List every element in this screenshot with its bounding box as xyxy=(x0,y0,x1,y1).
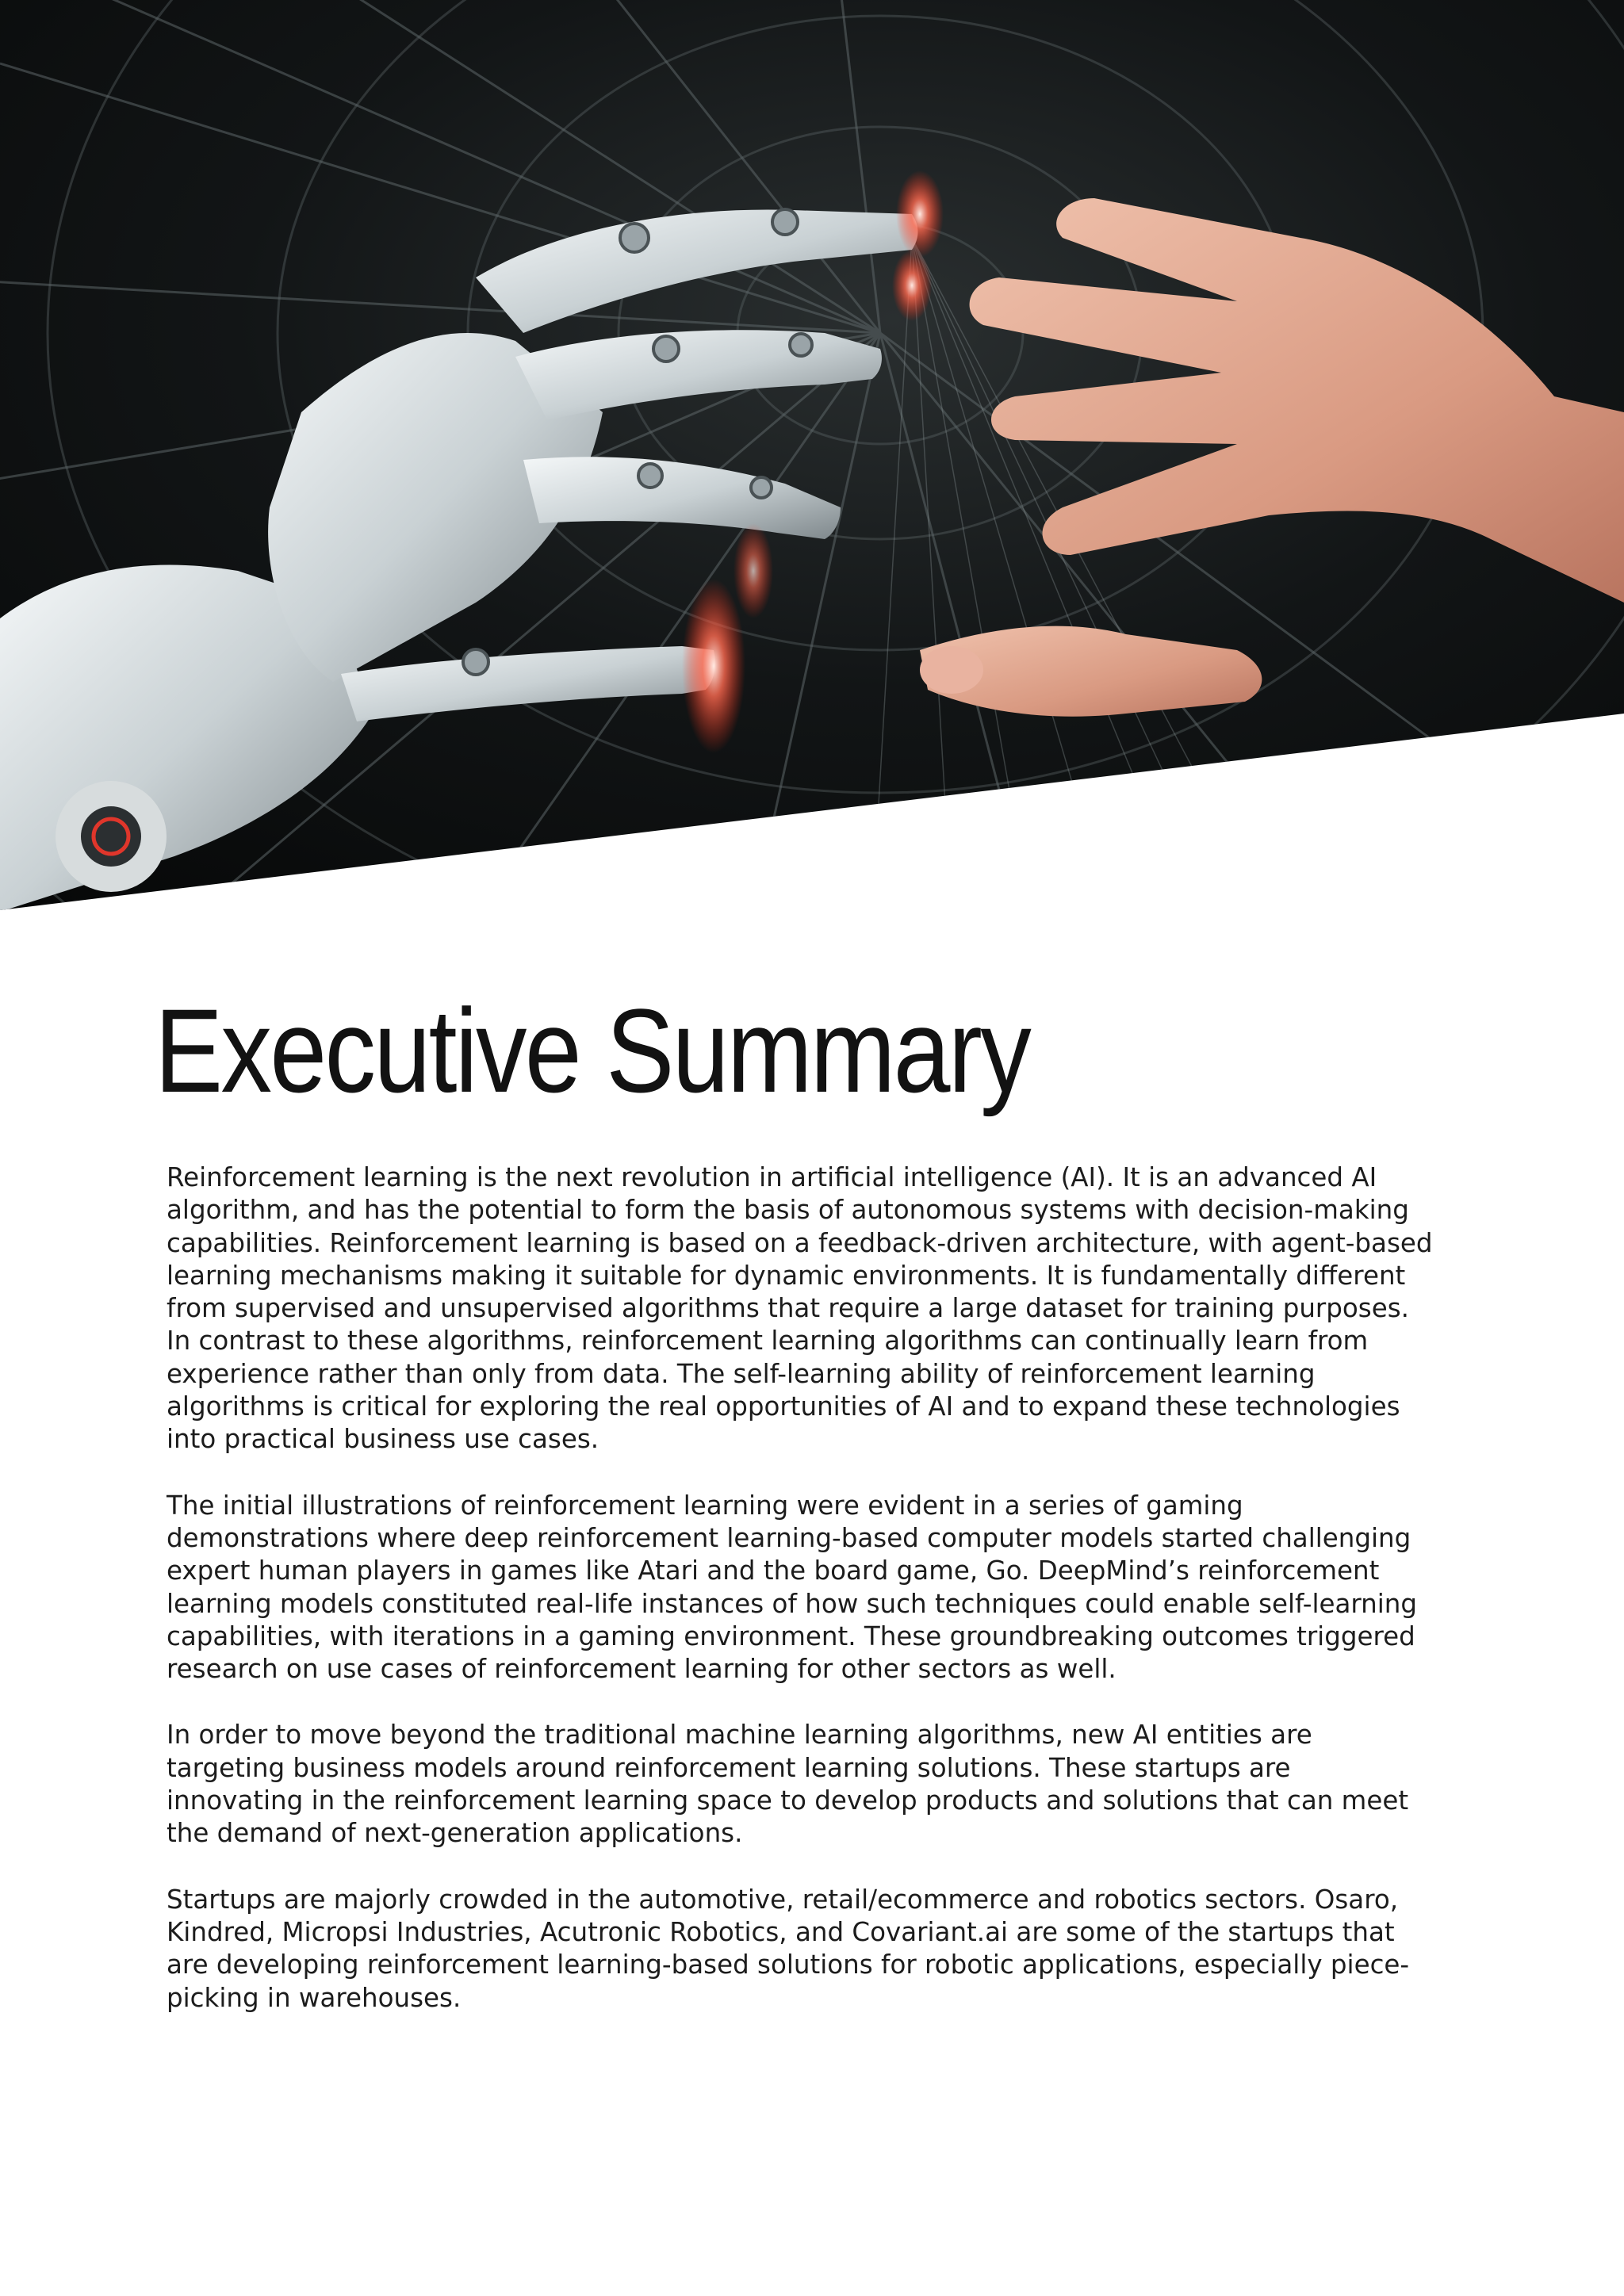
paragraph: Reinforcement learning is the next revolution in artificial intelligence (AI). It is an advanced AI algorithm, and has the potential to form the basis of autonomous systems with decision-making capabilities. Reinforcement learning is based on a feedback-driven architecture, with agent-based learning mechanisms making it suitable for dynamic environments. It is fundamentally different from supervised and unsupervised algorithms that require a large dataset for training purposes. In contrast to these algorithms, reinforcement learning algorithms can continually learn from experience rather than only from data. The self-learning ability of reinforcement learning algorithms is critical for exploring the real opportunities of AI and to expand these technologies into practical business use cases. xyxy=(167,1162,1433,1455)
robot-and-human-hands-icon xyxy=(0,0,1624,912)
paragraph: The initial illustrations of reinforcement learning were evident in a series of gaming demonstrations where deep reinforcement learning-based computer models started challenging expert human players in games like Atari and the board game, Go. DeepMind’s reinforcement learning models constituted real-life instances of how such techniques could enable self-learning capabilities, with iterations in a gaming environment. These groundbreaking outcomes triggered research on use cases of reinforcement learning for other sectors as well. xyxy=(167,1490,1418,1685)
paragraph: In order to move beyond the traditional machine learning algorithms, new AI entities are targeting business models around reinforcement learning solutions. These startups are innovating in the reinforcement learning space to develop products and solutions that can meet the demand of next-generation applications. xyxy=(167,1720,1409,1849)
body-text xyxy=(167,1161,1435,2048)
hero-image xyxy=(0,0,1624,912)
page-title: Executive Summary xyxy=(155,984,1030,1117)
paragraph: Startups are majorly crowded in the automotive, retail/ecommerce and robotics sectors. Osaro, Kindred, Micropsi Industries, Acutronic Robotics, and Covariant.ai are some of the startups that are developing reinforcement learning-based solutions for robotic applications, especially piece-picking in warehouses. xyxy=(167,1884,1410,2013)
